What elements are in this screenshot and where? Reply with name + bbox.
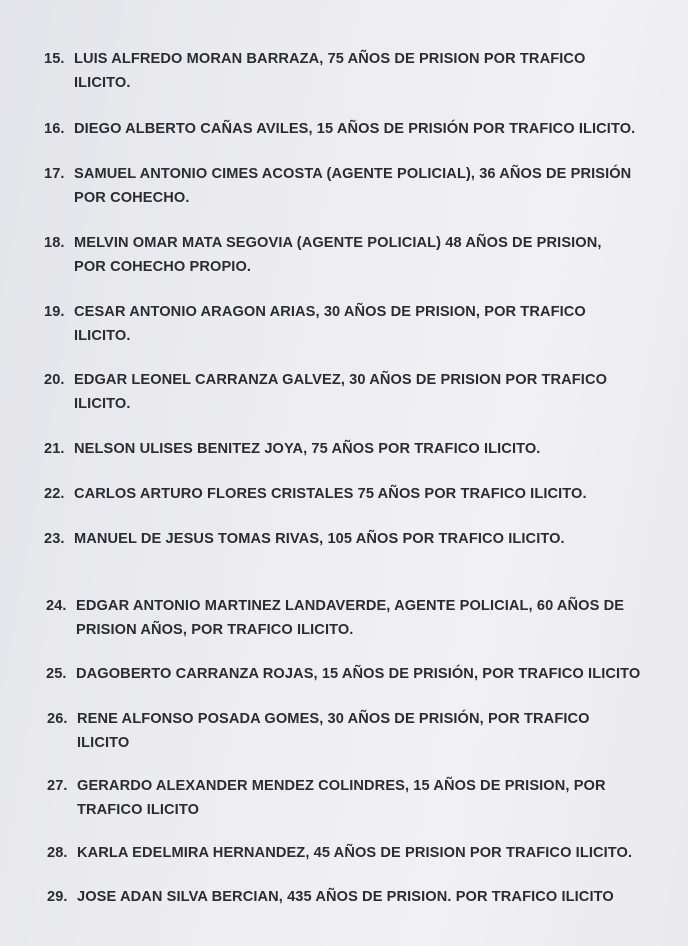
list-item xyxy=(44,368,680,416)
item-text-line1: JOSE ADAN SILVA BERCIAN, 435 AÑOS DE PRISION. POR TRAFICO ILICITO xyxy=(77,889,614,905)
item-number: 19. xyxy=(44,304,65,320)
item-text-line2: TRAFICO ILICITO xyxy=(77,802,200,818)
item-text-line2: POR COHECHO. xyxy=(74,190,190,206)
item-text-line2: POR COHECHO PROPIO. xyxy=(74,259,252,275)
list-item xyxy=(47,774,683,822)
list-item xyxy=(47,707,683,755)
list-item xyxy=(46,662,682,686)
item-text-line1: MELVIN OMAR MATA SEGOVIA (AGENTE POLICIAL) 48 AÑOS DE PRISION, xyxy=(74,235,602,251)
item-number: 28. xyxy=(47,845,68,861)
list-item xyxy=(44,162,680,210)
item-text-line2: ILICITO xyxy=(77,735,130,751)
item-text-line1: MANUEL DE JESUS TOMAS RIVAS, 105 AÑOS POR TRAFICO ILICITO. xyxy=(74,531,565,547)
item-text-line1: KARLA EDELMIRA HERNANDEZ, 45 AÑOS DE PRISION POR TRAFICO ILICITO. xyxy=(77,845,633,861)
item-number: 27. xyxy=(47,778,68,794)
item-number: 17. xyxy=(44,166,65,182)
item-number: 29. xyxy=(47,889,68,905)
item-text-line1: EDGAR ANTONIO MARTINEZ LANDAVERDE, AGENTE POLICIAL, 60 AÑOS DE xyxy=(76,598,625,614)
list-item xyxy=(47,841,683,865)
item-number: 16. xyxy=(44,121,65,137)
item-text-line1: EDGAR LEONEL CARRANZA GALVEZ, 30 AÑOS DE PRISION POR TRAFICO xyxy=(74,372,608,388)
item-number: 25. xyxy=(46,666,67,682)
list-item xyxy=(47,885,683,909)
item-text-line2: PRISION AÑOS, POR TRAFICO ILICITO. xyxy=(76,622,354,638)
item-text-line1: NELSON ULISES BENITEZ JOYA, 75 AÑOS POR TRAFICO ILICITO. xyxy=(74,441,541,457)
list-item xyxy=(44,47,680,95)
list-item xyxy=(44,482,680,506)
list-item xyxy=(46,594,682,642)
item-text-line1: RENE ALFONSO POSADA GOMES, 30 AÑOS DE PRISIÓN, POR TRAFICO xyxy=(77,711,590,727)
list-item xyxy=(44,437,680,461)
item-number: 22. xyxy=(44,486,65,502)
list-item xyxy=(44,117,680,141)
item-number: 24. xyxy=(46,598,67,614)
item-text-line2: ILICITO. xyxy=(74,75,131,91)
item-text-line1: LUIS ALFREDO MORAN BARRAZA, 75 AÑOS DE PRISION POR TRAFICO xyxy=(74,51,586,67)
item-number: 23. xyxy=(44,531,65,547)
item-text-line2: ILICITO. xyxy=(74,328,131,344)
item-number: 15. xyxy=(44,51,65,67)
item-number: 18. xyxy=(44,235,65,251)
list-item xyxy=(44,300,680,348)
item-text-line1: DIEGO ALBERTO CAÑAS AVILES, 15 AÑOS DE PRISIÓN POR TRAFICO ILICITO. xyxy=(74,121,636,137)
item-text-line1: GERARDO ALEXANDER MENDEZ COLINDRES, 15 AÑOS DE PRISION, POR xyxy=(77,778,606,794)
item-text-line1: DAGOBERTO CARRANZA ROJAS, 15 AÑOS DE PRISIÓN, POR TRAFICO ILICITO xyxy=(76,666,641,682)
list-item xyxy=(44,231,680,279)
item-number: 20. xyxy=(44,372,65,388)
item-text-line1: SAMUEL ANTONIO CIMES ACOSTA (AGENTE POLICIAL), 36 AÑOS DE PRISIÓN xyxy=(74,166,632,182)
item-number: 26. xyxy=(47,711,68,727)
item-text-line1: CESAR ANTONIO ARAGON ARIAS, 30 AÑOS DE PRISION, POR TRAFICO xyxy=(74,304,586,320)
item-text-line2: ILICITO. xyxy=(74,396,131,412)
list-item xyxy=(44,527,680,551)
item-number: 21. xyxy=(44,441,65,457)
item-text-line1: CARLOS ARTURO FLORES CRISTALES 75 AÑOS POR TRAFICO ILICITO. xyxy=(74,486,587,502)
